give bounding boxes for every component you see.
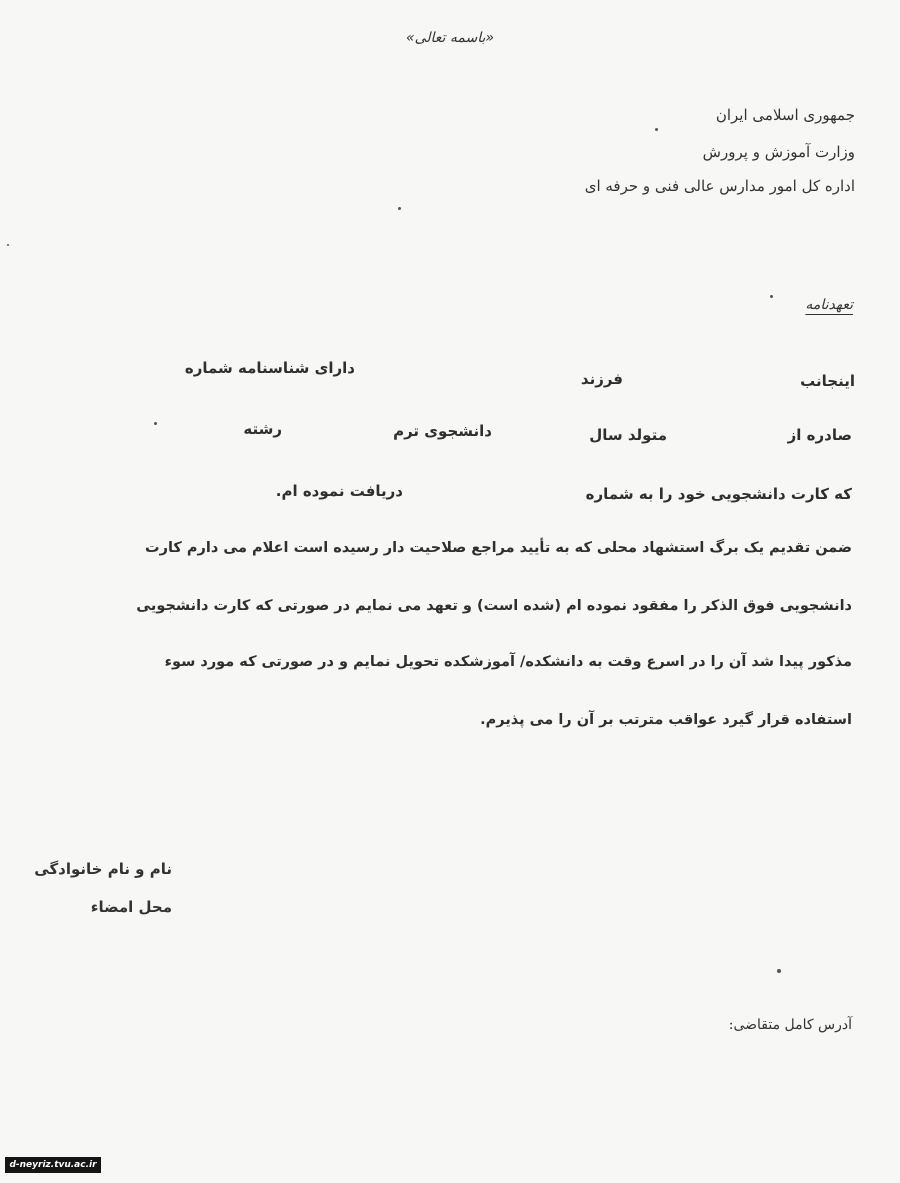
scan-speck: [7, 244, 9, 246]
label-reshteh: رشته: [243, 420, 282, 438]
signature-place-label: محل امضاء: [90, 898, 172, 916]
header-line-office: اداره کل امور مدارس عالی فنی و حرفه ای: [584, 177, 855, 195]
invocation: «باسمه تعالی»: [405, 30, 495, 46]
scan-speck: [777, 969, 781, 973]
label-daneshjoo: دانشجوی ترم: [393, 422, 492, 440]
body-line-4: استفاده قرار گیرد عواقب مترتب بر آن را می پذیرم.: [480, 712, 852, 728]
body-line-3: مذکور پیدا شد آن را در اسرع وقت به دانشکده/ آموزشکده تحویل نمایم و در صورتی که مورد سوء: [164, 654, 852, 670]
label-sadereh: صادره از: [787, 426, 852, 444]
label-inajanb: اینجانب: [800, 372, 855, 390]
scan-speck: [655, 128, 658, 131]
label-shenasnameh: دارای شناسنامه شماره: [184, 359, 355, 377]
body-line-2: دانشجویی فوق الذکر را مفقود نموده ام (شده است) و تعهد می نمایم در صورتی که کارت دانشجویی: [136, 598, 852, 614]
header-line-ministry: وزارت آموزش و پرورش: [702, 143, 855, 161]
label-card-number: که کارت دانشجویی خود را به شماره: [585, 485, 852, 503]
label-received: دریافت نموده ام.: [275, 482, 403, 500]
scan-speck: [770, 295, 773, 298]
label-motavaled: متولد سال: [589, 426, 667, 444]
document-title: تعهدنامه: [805, 297, 853, 313]
source-watermark: d-neyriz.tvu.ac.ir: [5, 1157, 101, 1173]
signature-name-label: نام و نام خانوادگی: [34, 860, 172, 878]
scan-speck: [398, 207, 401, 210]
header-line-republic: جمهوری اسلامی ایران: [715, 106, 855, 124]
body-line-1: ضمن تقدیم یک برگ استشهاد محلی که به تأیید مراجع صلاحیت دار رسیده است اعلام می دارم کارت: [145, 540, 852, 556]
scan-speck: [154, 422, 157, 425]
applicant-address-label: آدرس کامل متقاضی:: [728, 1017, 852, 1033]
label-farzand: فرزند: [580, 370, 623, 388]
